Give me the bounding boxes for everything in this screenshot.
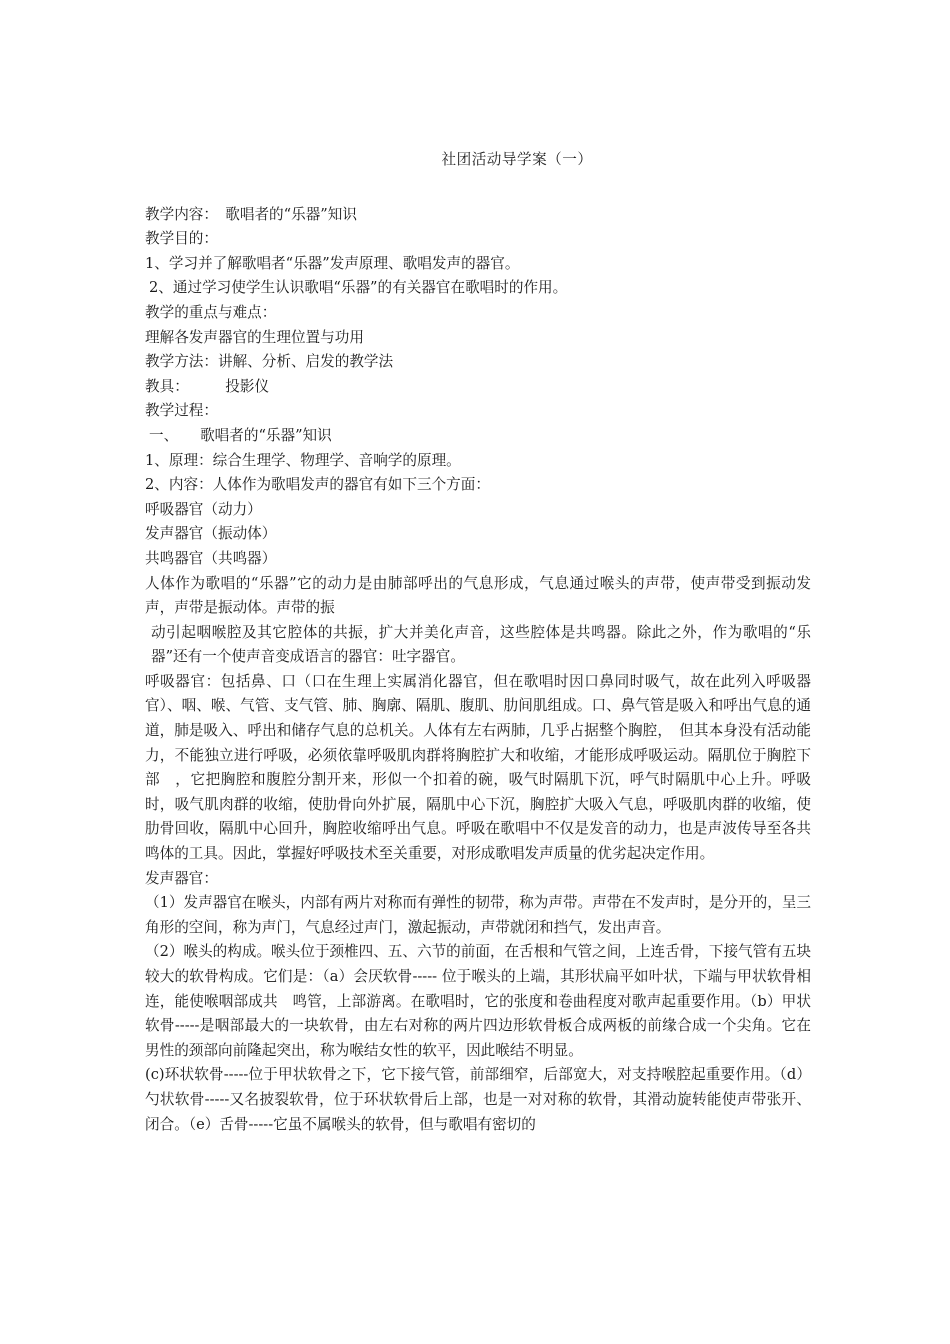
paragraph-respiratory-organs: 呼吸器官：包括鼻、口（口在生理上实属消化器官，但在歌唱时因口鼻同时吸气，故在此列入呼吸器官）、咽、喉、气管、支气管、肺、胸廓、隔肌、腹肌、肋间肌组成。口、鼻气管是吸入和呼出气息的通道，肺是吸入、呼出和储存气息的总机关。人体有左右两肺，几乎占据整个胸腔， 但其本身没有活动能力，不能独立进行呼吸，必须依靠呼吸肌肉群将胸腔扩大和收缩，才能形成呼吸运动。隔肌位于胸腔下部 ，它把胸腔和腹腔分割开来，形似一个扣着的碗，吸气时隔肌下沉，呼气时隔肌中心上升。呼吸时，吸气肌肉群的收缩，使肋骨向外扩展，隔肌中心下沉，胸腔扩大吸入气息，呼吸肌肉群的收缩，使肋骨回收，隔肌中心回升，胸腔收缩呼出气息。呼吸在歌唱中不仅是发音的动力，也是声波传导至各共鸣体的工具。因此，掌握好呼吸技术至关重要，对形成歌唱发声质量的优劣起决定作用。	[145, 672, 811, 863]
organ-item-resonance: 共鸣器官（共鸣器）	[145, 549, 277, 567]
goal-item-2: 2、通过学习使学生认识歌唱“乐器”的有关器官在歌唱时的作用。	[149, 279, 568, 297]
teaching-process-heading: 教学过程：	[145, 402, 218, 420]
teaching-content-line: 教学内容： 歌唱者的“乐器”知识	[145, 205, 357, 223]
organ-item-vocal: 发声器官（振动体）	[145, 525, 277, 543]
document-page	[145, 148, 811, 1137]
teaching-method-line: 教学方法：讲解、分析、启发的教学法	[145, 353, 394, 371]
page-title: 社团活动导学案（一）	[441, 151, 593, 168]
paragraph-instrument-intro: 人体作为歌唱的“乐器”它的动力是由肺部呼出的气息形成，气息通过喉头的声带，使声带受到振动发声，声带是振动体。声带的振	[145, 574, 811, 617]
paragraph-vocal-1: （1）发声器官在喉头，内部有两片对称而有弹性的韧带，称为声带。声带在不发声时，是分开的，呈三角形的空间，称为声门，气息经过声门，激起振动，声带就闭和挡气，发出声音。	[145, 894, 812, 936]
principle-line: 1、原理：综合生理学、物理学、音响学的原理。	[145, 451, 461, 469]
paragraph-vocal-2: （2）喉头的构成。喉头位于颈椎四、五、六节的前面，在舌根和气管之间，上连舌骨，下接气管有五块较大的软骨构成。它们是：（a）会厌软骨----- 位于喉头的上端，其形状扁平如叶状，下端与甲状软骨相连，能使喉咽部成共 鸣管，上部游离。在歌唱时，它的张度和卷曲程度对歌声起重要作用。（b）甲状软骨-----是咽部最大的一块软骨，由左右对称的两片四边形软骨板合成两板的前缘合成一个尖角。它在男性的颈部向前隆起突出，称为喉结女性的软平，因此喉结不明显。	[145, 943, 812, 1059]
teaching-tools-line: 教具： 投影仪	[145, 377, 270, 395]
teaching-goal-heading: 教学目的：	[145, 230, 218, 248]
goal-item-1: 1、学习并了解歌唱者“乐器”发声原理、歌唱发声的器官。	[145, 254, 520, 272]
key-points-text: 理解各发声器官的生理位置与功用	[145, 328, 364, 346]
section-one-heading: 一、 歌唱者的“乐器”知识	[149, 426, 332, 444]
content-line: 2、内容：人体作为歌唱发声的器官有如下三个方面：	[145, 476, 490, 494]
organ-item-respiratory: 呼吸器官（动力）	[145, 500, 262, 518]
vocal-organs-heading: 发声器官：	[145, 869, 218, 887]
paragraph-vocal-3: (c)环状软骨-----位于甲状软骨之下，它下接气管，前部细窄，后部宽大，对支持喉腔起重要作用。（d）勺状软骨-----又名披裂软骨，位于环状软骨后上部，也是一对对称的软骨，其滑动旋转能使声带张开、闭合。（e）舌骨-----它虽不属喉头的软骨，但与歌唱有密切的	[145, 1066, 811, 1133]
paragraph-resonance: 动引起咽喉腔及其它腔体的共振，扩大并美化声音，这些腔体是共鸣器。除此之外，作为歌唱的“乐器”还有一个使声音变成语言的器官：吐字器官。	[151, 623, 811, 666]
key-points-heading: 教学的重点与难点：	[145, 303, 277, 321]
